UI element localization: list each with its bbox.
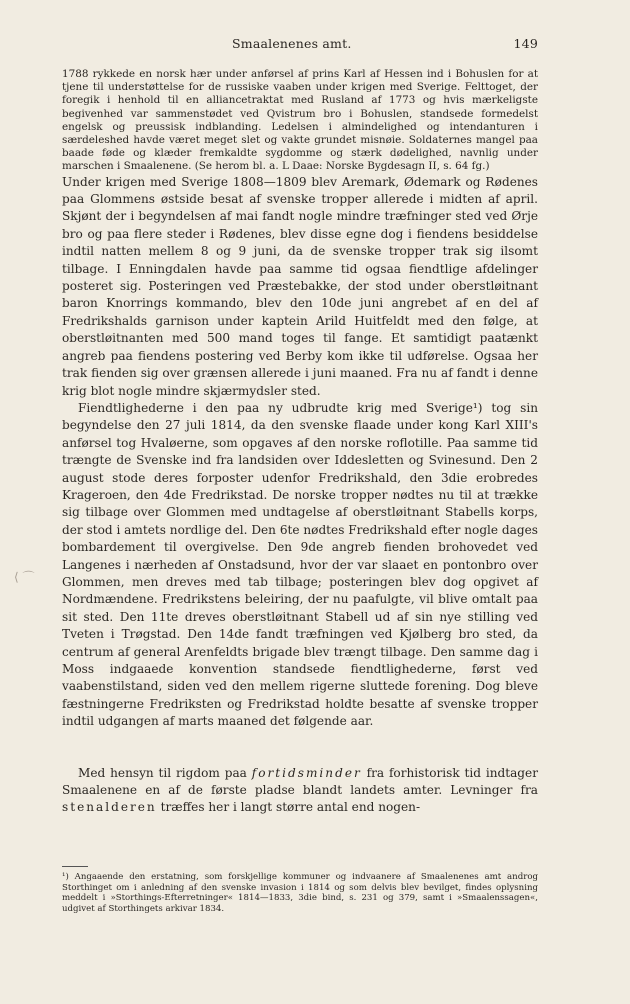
paragraph-1808-war: Under krigen med Sverige 1808—1809 blev Aremark, Ødemark og Rødenes paa Glommens østside besat af svenske tropper allerede i midten af april. Skjønt der i begyndelsen af mai fandt nogle mindre træfninger sted ved Ørje bro og paa flere steder i Rødenes, blev disse egne dog i fiendens besiddelse indtil natten mellem 8 og 9 juni, da de svenske tropper trak sig ilsomt tilbage. I Enningdalen havde paa samme tid ogsaa fiendtlige afdelinger posteret sig. Posteringen ved Præstebakke, der stod under oberstløitnant baron Knorrings kommando, blev den 10de juni angrebet af en del af Fredrikshalds garnison under kaptein Arild Huitfeldt med den følge, at oberstløitnanten med 500 mand toges til fange. Et samtidigt paatænkt angreb paa fiendens postering ved Berby kom ikke til udførelse. Ogsaa her trak fienden sig over grænsen allerede i juni maaned. Fra nu af fandt i denne krig blot nogle mindre skjærmydsler sted. bbox=[62, 174, 538, 398]
small-print-paragraph: 1788 rykkede en norsk hær under anførsel af prins Karl af Hessen ind i Bohuslen for at tjene til understøttelse for de russiske vaaben under krigen med Sverige. Felttoget, der foregik i henhold til en alliancetraktat med Rusland af 1773 og hvis mærkeligste begivenhed var sammenstødet ved Qvistrum bro i Bohuslen, standsede formedelst engelsk og preussisk indblanding. Ledelsen i almindelighed og intendanturen i særdeleshed havde været meget slet og vakte grundet misnøie. Soldaternes mangel paa baade føde og klæder fremkaldte sygdomme og stærk dødelighed, navnlig under marschen i Smaalenene. (Se herom bl. a. L Daae: Norske Bygdesagn II, s. 64 fg.) bbox=[62, 68, 538, 173]
stone-age-emphasis: stenalderen bbox=[62, 800, 157, 815]
footnote: ¹) Angaaende den erstatning, som forskjellige kommuner og indvaanere af Smaalenenes amt androg Storthinget om i anledning af den svenske invasion i 1814 og som delvis blev bevilget, findes oplysning meddelt i »Storthings-Efterretninger« 1814—1833, 3die bind, s. 231 og 379, samt i »Smaalenssagen«, udgivet af Storthingets arkivar 1834. bbox=[62, 872, 538, 914]
margin-pencil-mark: ⟨ ⌒ bbox=[14, 570, 35, 584]
footnote-rule bbox=[62, 866, 88, 867]
antiquities-text-middle: fra forhistorisk tid indtager Smaalenene en af de første pladse blandt landets amter. Levninger fra bbox=[62, 765, 538, 798]
page-body bbox=[62, 68, 538, 817]
antiquities-text-start: Med hensyn til rigdom paa bbox=[78, 765, 247, 780]
page-number: 149 bbox=[513, 36, 538, 51]
section-gap bbox=[62, 731, 538, 765]
paragraph-1814-war: Fiendtlighederne i den paa ny udbrudte krig med Sverige¹) tog sin begyndelse den 27 juli 1814, da den svenske flaade under kong Karl XIII's anførsel tog Hvaløerne, som opgaves af den norske roflotille. Paa samme tid trængte de Svenske ind fra landsiden over Iddesletten og Svinesund. Den 2 august stode deres forposter udenfor Fredrikshald, den 3die erobredes Krageroen, den 4de Fredrikstad. De norske tropper nødtes nu til at trække sig tilbage over Glommen med undtagelse af oberstløitnant Stabells korps, der stod i amtets nordlige del. Den 6te nødtes Fredrikshald efter nogle dages bombardement til overgivelse. Den 9de angreb fienden brohovedet ved Langenes i nærheden af Onstadsund, hvor der var slaaet en pontonbro over Glommen, men dreves med tab tilbage; posteringen blev dog opgivet af Nordmændene. Fredrikstens beleiring, der nu paafulgte, vil blive omtalt paa sit sted. Den 11te dreves oberstløitnant Stabell ud af sin nye stilling ved Tveten i Trøgstad. Den 14de fandt træfningen ved Kjølberg bro sted, da centrum af general Arenfeldts brigade blev trængt tilbage. Den samme dag i Moss indgaaede konvention standsede fiendtlighederne, først ved vaabenstilstand, siden ved den mellem rigerne sluttede forening. Dog bleve fæstningerne Fredriksten og Fredrikstad holdte besatte af svenske tropper indtil udgangen af marts maaned det følgende aar. bbox=[62, 400, 538, 729]
running-title: Smaalenenes amt. bbox=[232, 36, 352, 51]
antiquities-text-end: træffes her i langt større antal end nogen- bbox=[160, 800, 421, 815]
antiquities-emphasis: fortidsminder bbox=[251, 765, 362, 780]
paragraph-antiquities bbox=[62, 765, 538, 817]
